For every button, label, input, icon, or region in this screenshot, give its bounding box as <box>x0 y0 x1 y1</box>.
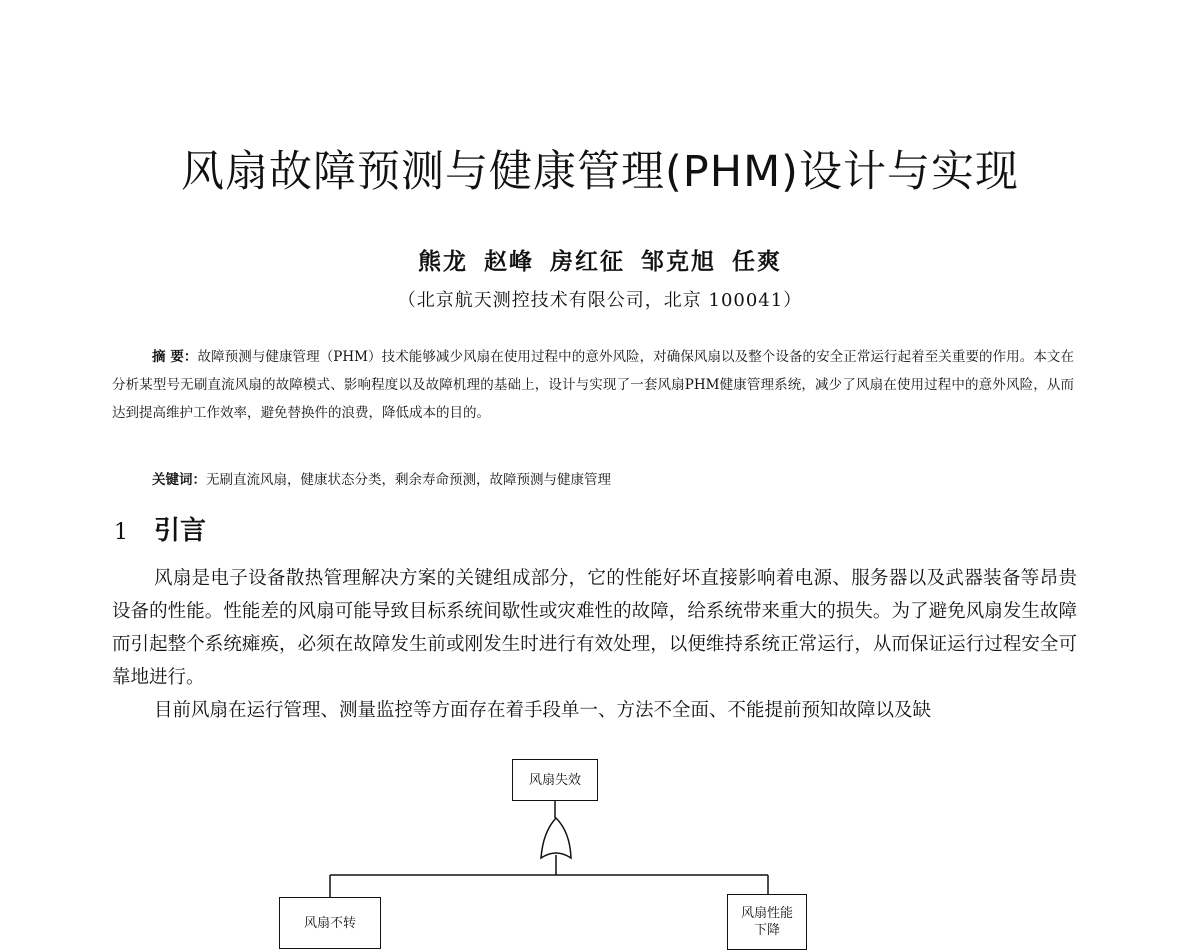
keywords-label: 关键词： <box>152 472 206 488</box>
paragraph-2: 目前风扇在运行管理、测量监控等方面存在着手段单一、方法不全面、不能提前预知故障以及缺 <box>154 700 932 721</box>
section-title: 引言 <box>154 516 207 546</box>
fault-tree-right-event: 风扇性能下降 <box>727 894 807 950</box>
keywords-text: 无刷直流风扇，健康状态分类，剩余寿命预测，故障预测与健康管理 <box>206 472 611 488</box>
fault-tree-left-event: 风扇不转 <box>279 897 381 949</box>
section-number: 1 <box>114 520 128 545</box>
fault-tree-top-event: 风扇失效 <box>512 759 598 801</box>
abstract-text: 故障预测与健康管理（PHM）技术能够减少风扇在使用过程中的意外风险，对确保风扇以及整个设备的安全正常运行起着至关重要的作用。本文在分析某型号无刷直流风扇的故障模式、影响程度以及故障机理的基础上，设计与实现了一套风扇PHM健康管理系统，减少了风扇在使用过程中的意外风险，从而达到提高维护工作效率，避免替换件的浪费，降低成本的目的。 <box>112 349 1074 421</box>
abstract-label: 摘 要： <box>152 349 198 365</box>
paragraph-1: 风扇是电子设备散热管理解决方案的关键组成部分，它的性能好坏直接影响着电源、服务器以及武器装备等昂贵设备的性能。性能差的风扇可能导致目标系统间歇性或灾难性的故障，给系统带来重大的损失。为了避免风扇发生故障而引起整个系统瘫痪，必须在故障发生前或刚发生时进行有效处理，以便维持系统正常运行，从而保证运行过程安全可靠地进行。 <box>112 568 1077 688</box>
paper-title: 风扇故障预测与健康管理(PHM)设计与实现 <box>181 147 1019 197</box>
authors: 熊龙 赵峰 房红征 邹克旭 任爽 <box>417 248 783 275</box>
affiliation: （北京航天测控技术有限公司，北京 100041） <box>397 290 803 311</box>
or-gate-icon <box>541 818 571 858</box>
